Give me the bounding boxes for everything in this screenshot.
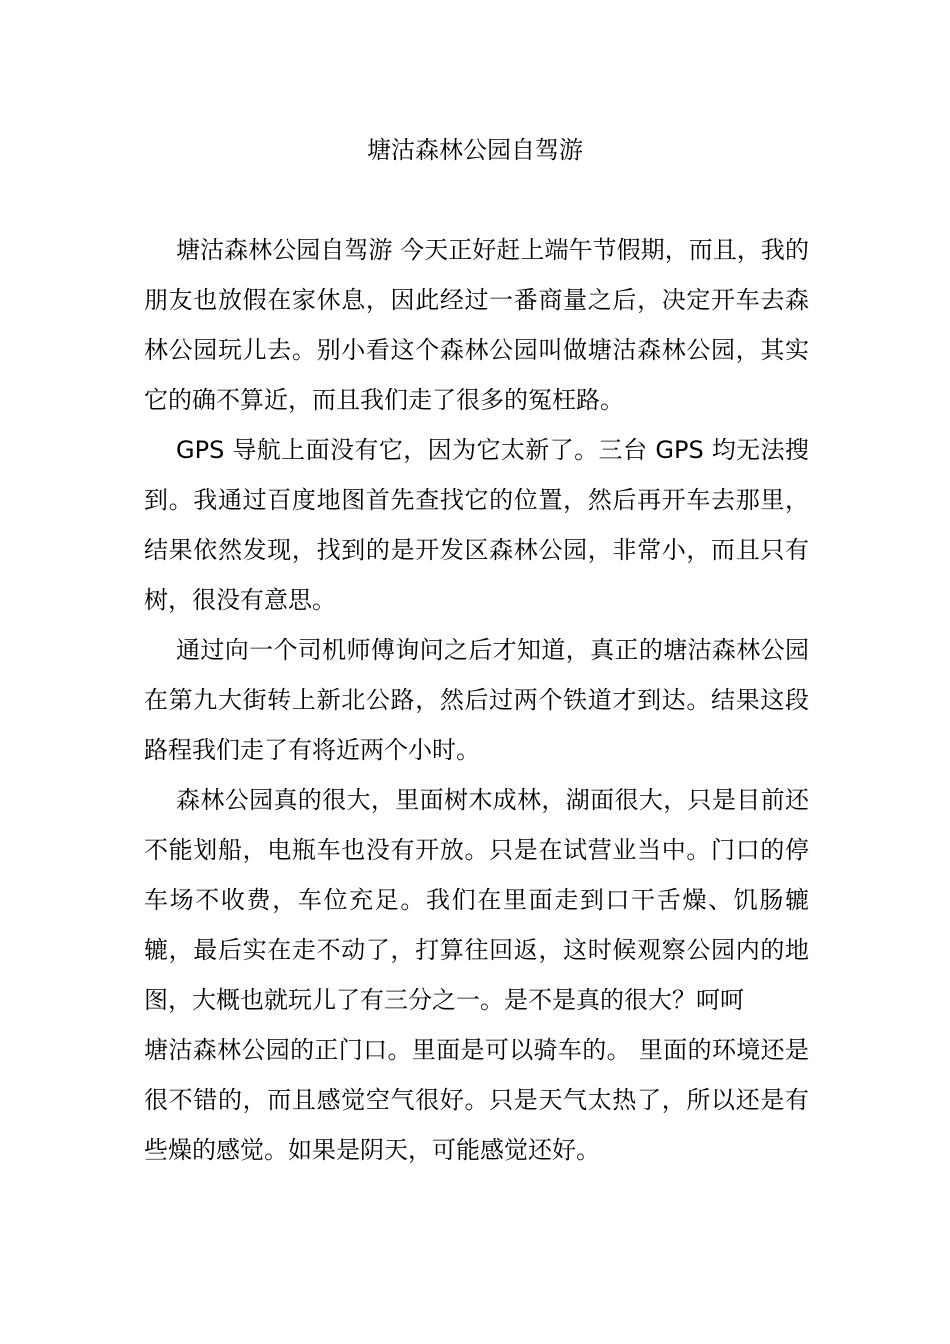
paragraph-3: 通过向一个司机师傅询问之后才知道，真正的塘沽森林公园在第九大街转上新北公路，然后过两个铁道才到达。结果这段路程我们走了有将近两个小时。 [144, 636, 809, 764]
paragraph-1: 塘沽森林公园自驾游 今天正好赶上端午节假期，而且，我的朋友也放假在家休息，因此经过一番商量之后，决定开车去森林公园玩儿去。别小看这个森林公园叫做塘沽森林公园，其实它的确不算近，而且我们走了很多的冤枉路。 [144, 236, 809, 414]
paragraph-2: GPS 导航上面没有它，因为它太新了。三台 GPS 均无法搜到。我通过百度地图首先查找它的位置，然后再开车去那里，结果依然发现，找到的是开发区森林公园，非常小，而且只有树，很没有意思。 [144, 436, 809, 614]
paragraph-4: 森林公园真的很大，里面树木成林，湖面很大，只是目前还不能划船，电瓶车也没有开放。只是在试营业当中。门口的停车场不收费，车位充足。我们在里面走到口干舌燥、饥肠辘辘，最后实在走不动了，打算往回返，这时候观察公园内的地图，大概也就玩儿了有三分之一。是不是真的很大？呵呵 [144, 786, 809, 1014]
document-title: 塘沽森林公园自驾游 [367, 136, 583, 164]
paragraph-5: 塘沽森林公园的正门口。里面是可以骑车的。 里面的环境还是很不错的，而且感觉空气很好。只是天气太热了，所以还是有些燥的感觉。如果是阴天，可能感觉还好。 [144, 1036, 809, 1164]
document-body [144, 225, 809, 1175]
